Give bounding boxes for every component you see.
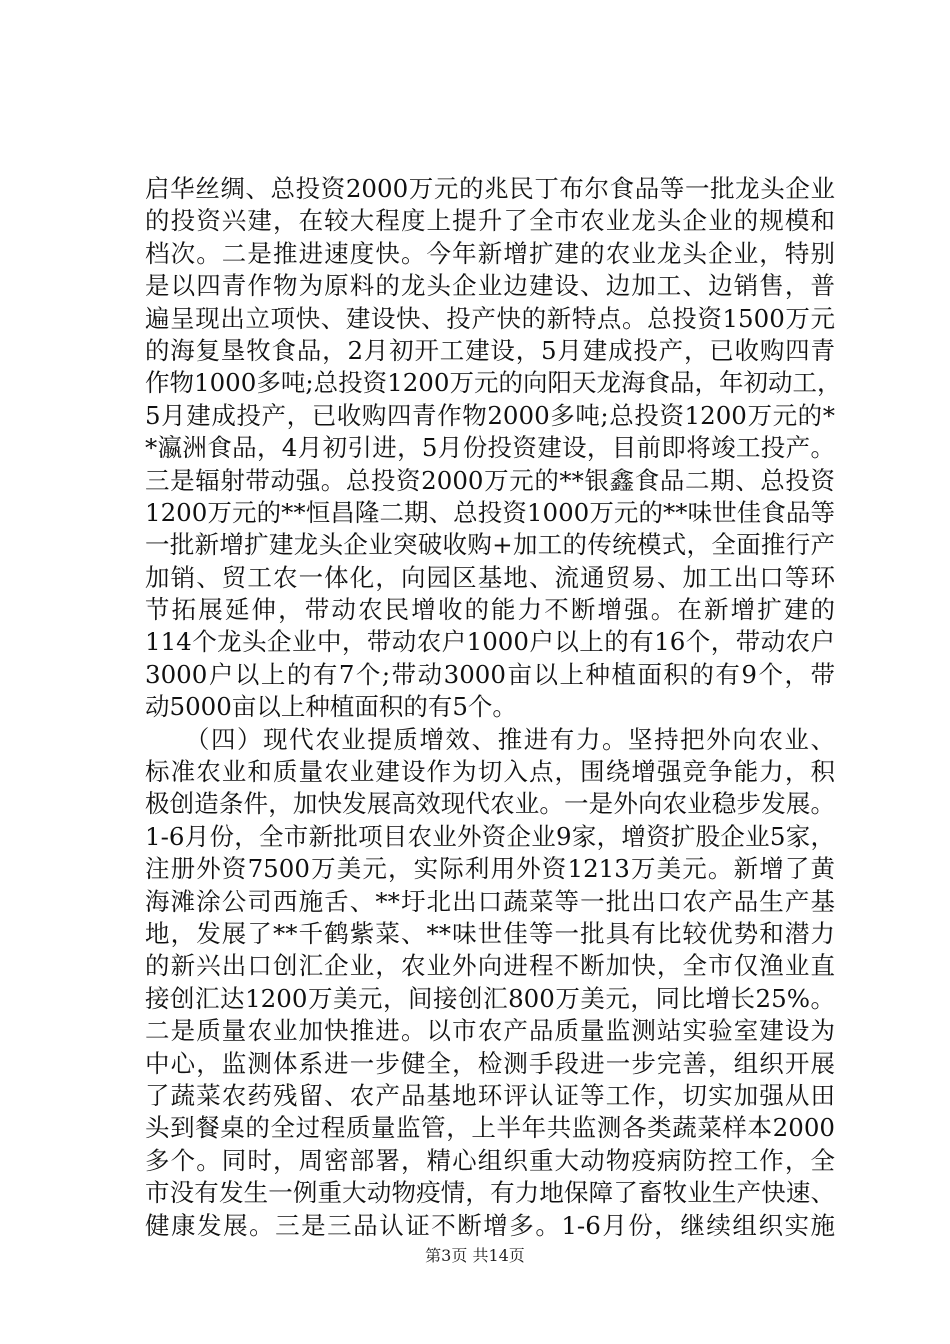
text-line: 遍呈现出立项快、建设快、投产快的新特点。总投资1500万元 [145, 303, 835, 333]
text-line: 1-6月份，全市新批项目农业外资企业9家，增资扩股企业5家， [145, 821, 835, 851]
text-line: 二是质量农业加快推进。以市农产品质量监测站实验室建设为 [145, 1016, 835, 1046]
text-line: 市没有发生一例重大动物疫情，有力地保障了畜牧业生产快速、 [145, 1178, 835, 1208]
text-line: 地，发展了**千鹤紫菜、**味世佳等一批具有比较优势和潜力 [145, 918, 835, 948]
text-line: 一批新增扩建龙头企业突破收购+加工的传统模式，全面推行产 [145, 530, 835, 560]
text-line: 注册外资7500万美元，实际利用外资1213万美元。新增了黄 [145, 854, 835, 884]
text-line: 多个。同时，周密部署，精心组织重大动物疫病防控工作，全 [145, 1145, 835, 1175]
section-heading-line: （四）现代农业提质增效、推进有力。坚持把外向农业、 [145, 724, 835, 754]
document-body [145, 173, 842, 1242]
text-line: 是以四青作物为原料的龙头企业边建设、边加工、边销售，普 [145, 271, 835, 301]
text-line: 节拓展延伸，带动农民增收的能力不断增强。在新增扩建的 [145, 595, 835, 625]
text-line: 3000户以上的有7个;带动3000亩以上种植面积的有9个，带 [145, 659, 835, 689]
text-line: 作物1000多吨;总投资1200万元的向阳天龙海食品，年初动工， [145, 368, 842, 398]
text-line: 启华丝绸、总投资2000万元的兆民丁布尔食品等一批龙头企业 [145, 174, 835, 203]
text-line: 了蔬菜农药残留、农产品基地环评认证等工作，切实加强从田 [145, 1080, 835, 1110]
text-line: 极创造条件，加快发展高效现代农业。一是外向农业稳步发展。 [145, 789, 835, 819]
text-line: 健康发展。三是三品认证不断增多。1-6月份，继续组织实施 [145, 1210, 835, 1240]
text-line: 动5000亩以上种植面积的有5个。 [145, 692, 517, 722]
text-line: 的海复垦牧食品，2月初开工建设，5月建成投产，已收购四青 [145, 335, 835, 365]
text-line: 的新兴出口创汇企业，农业外向进程不断加快，全市仅渔业直 [145, 951, 835, 981]
text-line: 加销、贸工农一体化，向园区基地、流通贸易、加工出口等环 [145, 562, 835, 592]
text-line: 头到餐桌的全过程质量监管，上半年共监测各类蔬菜样本2000 [145, 1113, 835, 1143]
text-line: 接创汇达1200万美元，间接创汇800万美元，同比增长25%。 [145, 983, 835, 1013]
text-line: 海滩涂公司西施舌、**圩北出口蔬菜等一批出口农产品生产基 [145, 886, 835, 916]
page-number-footer: 第3页 共14页 [425, 1246, 525, 1265]
text-line: 档次。二是推进速度快。今年新增扩建的农业龙头企业，特别 [145, 238, 835, 268]
text-line: 中心，监测体系进一步健全，检测手段进一步完善，组织开展 [145, 1048, 835, 1078]
text-line: *瀛洲食品，4月初引进，5月份投资建设，目前即将竣工投产。 [145, 433, 835, 463]
text-line: 5月建成投产，已收购四青作物2000多吨;总投资1200万元的* [145, 400, 835, 430]
text-line: 114个龙头企业中，带动农户1000户以上的有16个，带动农户 [145, 627, 835, 657]
text-line: 三是辐射带动强。总投资2000万元的**银鑫食品二期、总投资 [145, 465, 835, 495]
text-line: 标准农业和质量农业建设作为切入点，围绕增强竞争能力，积 [145, 757, 835, 787]
text-line: 的投资兴建，在较大程度上提升了全市农业龙头企业的规模和 [145, 206, 835, 236]
text-line: 1200万元的**恒昌隆二期、总投资1000万元的**味世佳食品等 [145, 497, 835, 527]
